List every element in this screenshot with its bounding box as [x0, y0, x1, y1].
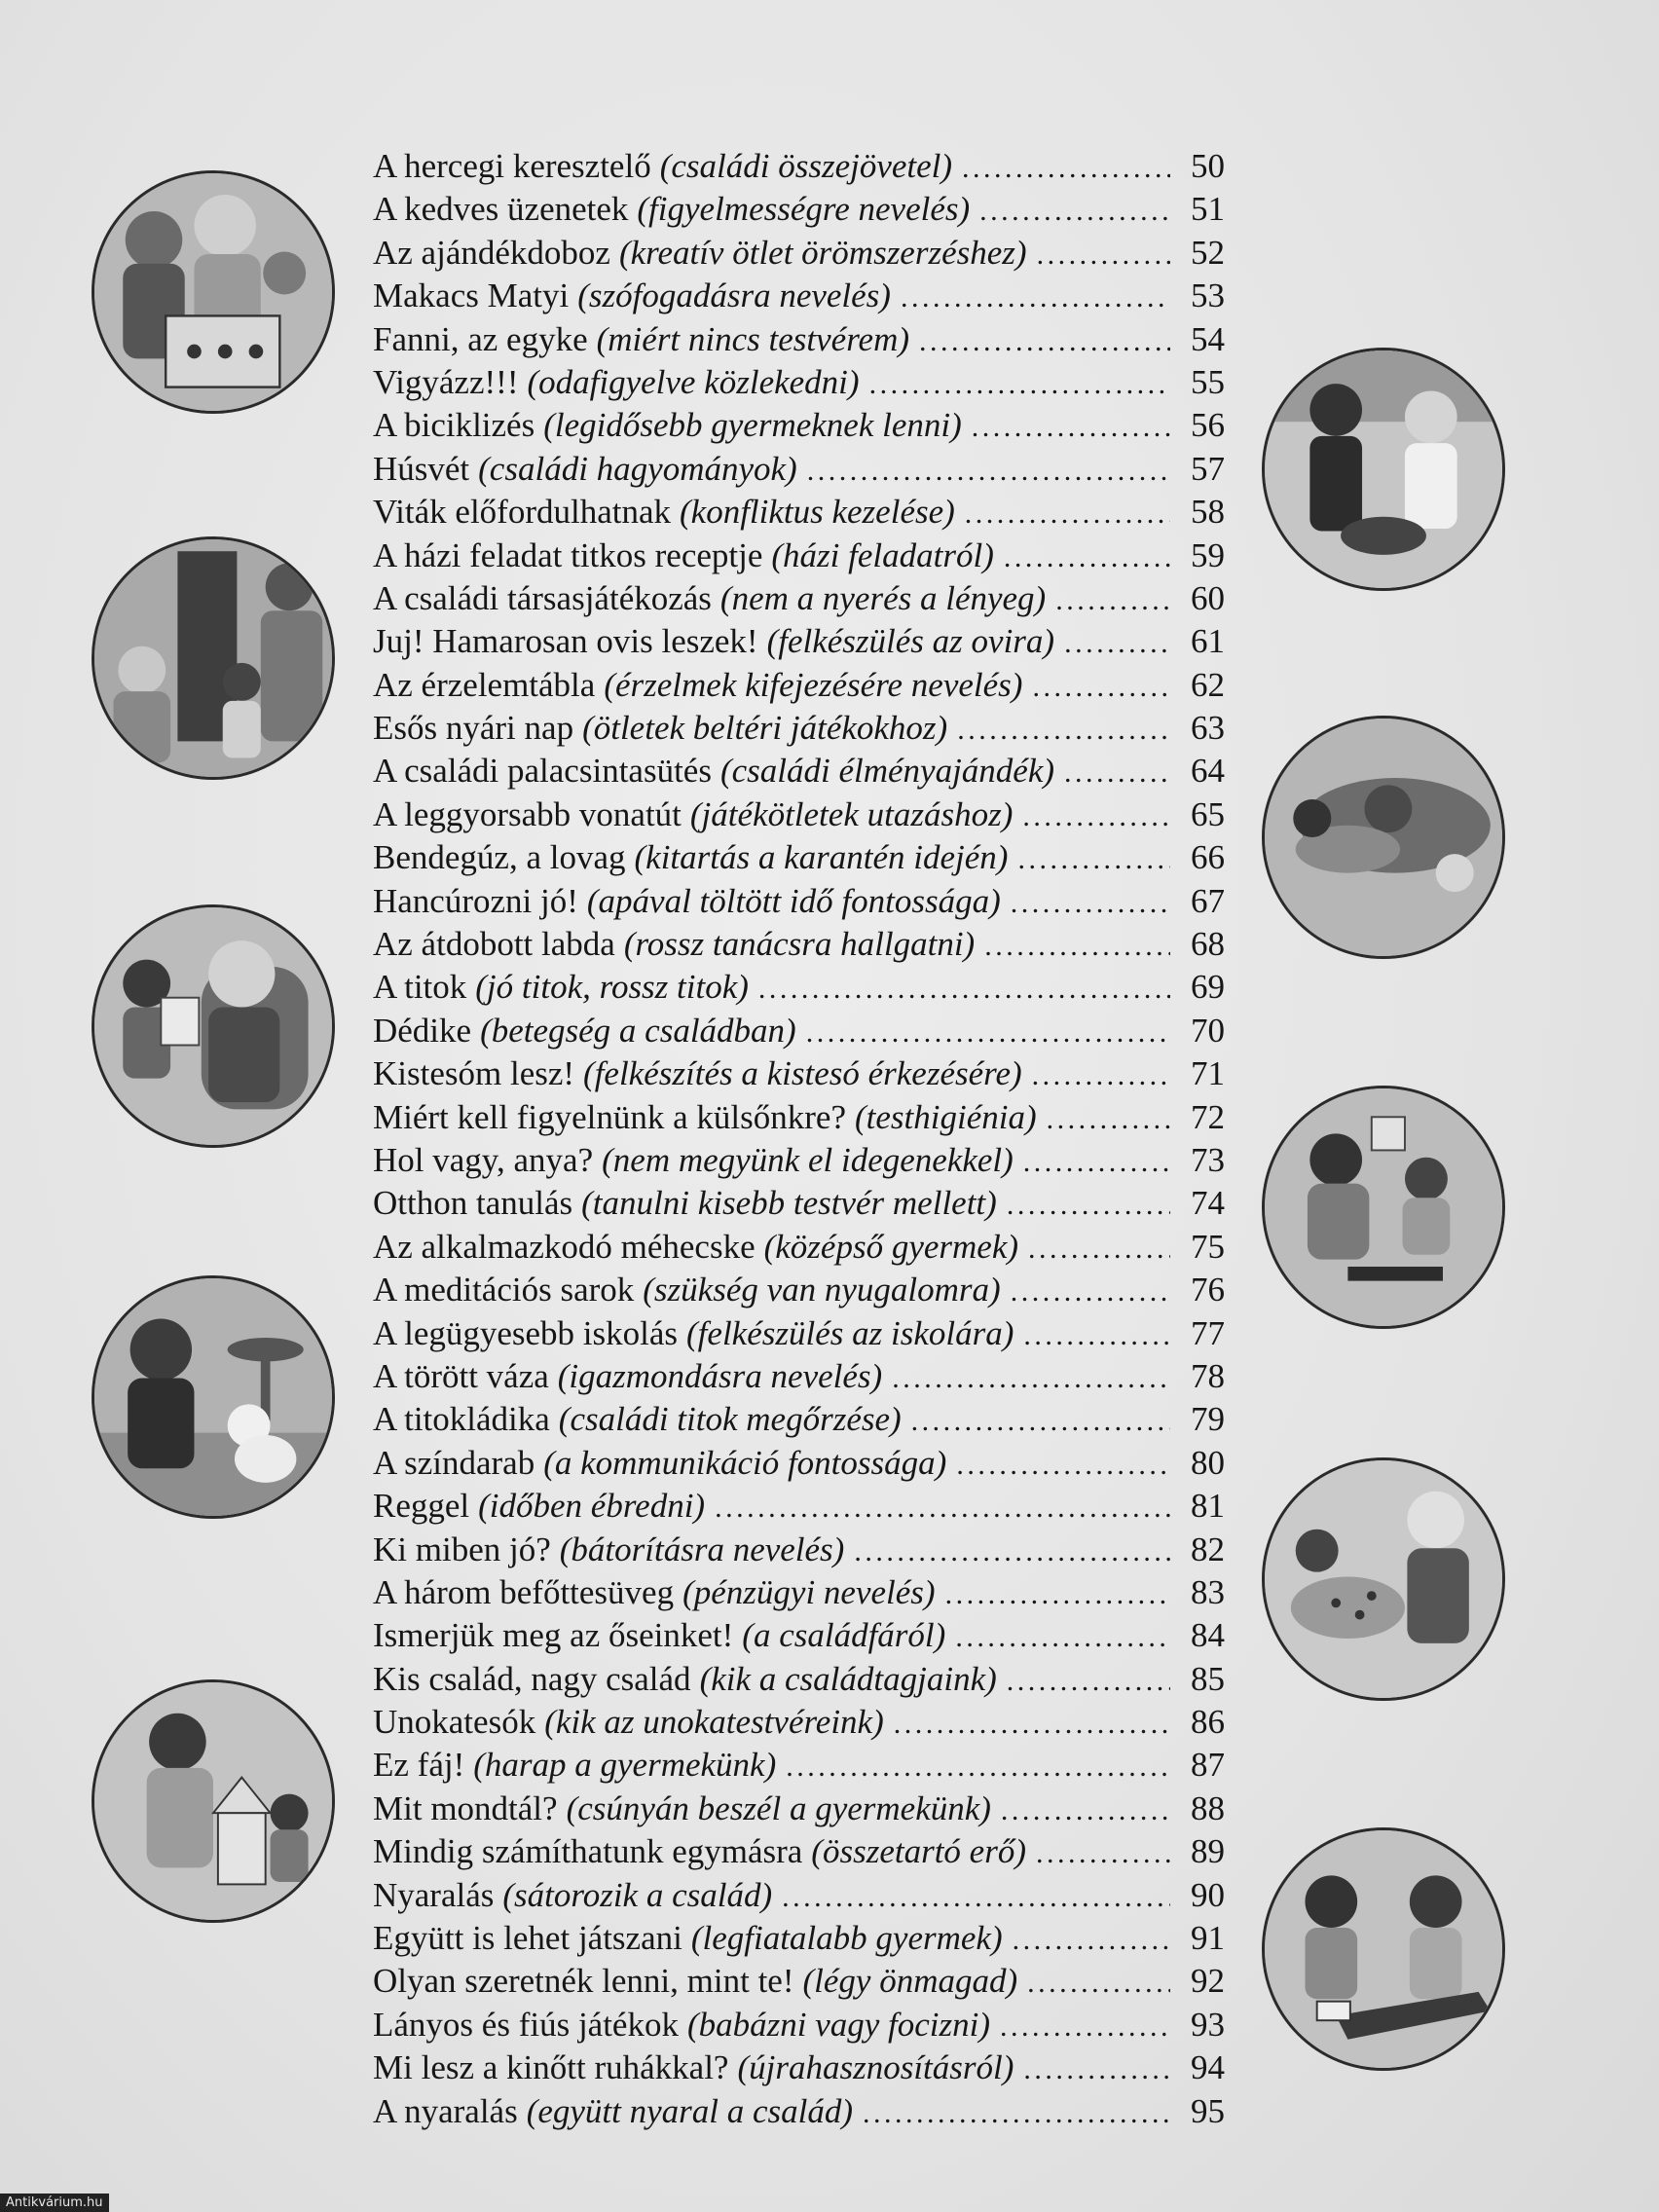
toc-entry — [373, 493, 1225, 535]
dot-leader — [1013, 1924, 1170, 1957]
toc-entry-subtitle: (apával töltött idő fontossága) — [586, 881, 1001, 920]
dot-leader — [782, 1881, 1170, 1914]
toc-entry-subtitle: (családi titok megőrzése) — [558, 1400, 902, 1439]
toc-entry-page: 62 — [1191, 665, 1225, 704]
toc-entry-subtitle: (legidősebb gyermeknek lenni) — [543, 406, 962, 445]
toc-entry-page: 53 — [1191, 276, 1225, 315]
toc-entry — [373, 536, 1225, 579]
mother-dollhouse-icon — [94, 1682, 332, 1920]
toc-entry-title: Együtt is lehet játszani — [373, 1919, 682, 1958]
toc-entry-title: A hercegi keresztelő — [373, 147, 651, 185]
toc-entry-subtitle: (rossz tanácsra hallgatni) — [623, 925, 976, 964]
toc-entry — [373, 1573, 1225, 1616]
toc-entry-title: A családi társasjátékozás — [373, 578, 712, 617]
toc-entry-title: A legügyesebb iskolás — [373, 1313, 679, 1352]
dot-leader — [962, 152, 1170, 185]
toc-entry-subtitle: (családi hagyományok) — [478, 449, 797, 488]
toc-entry-title: Fanni, az egyke — [373, 319, 588, 358]
dot-leader — [979, 195, 1170, 228]
toc-entry-title: Nyaralás — [373, 1875, 495, 1914]
toc-entry-subtitle: (a kommunikáció fontossága) — [543, 1443, 947, 1482]
toc-entry-title: A színdarab — [373, 1443, 535, 1482]
toc-entry — [373, 838, 1225, 881]
toc-entry-page: 71 — [1191, 1054, 1225, 1093]
dot-leader — [1037, 239, 1170, 272]
toc-entry — [373, 1012, 1225, 1054]
toc-entry — [373, 1919, 1225, 1962]
grandmother-reading-icon — [94, 907, 332, 1145]
toc-entry — [373, 666, 1225, 709]
toc-entry-title: Mit mondtál? — [373, 1788, 558, 1827]
toc-entry — [373, 450, 1225, 493]
toc-entry — [373, 1703, 1225, 1746]
dot-leader — [1055, 584, 1170, 617]
illustration-grandmother-reading — [92, 904, 335, 1148]
dot-leader — [919, 325, 1170, 358]
children-toy-cars-icon — [1265, 1830, 1502, 2068]
toc-entry-title: Az érzelemtábla — [373, 665, 596, 704]
toc-entry-page: 65 — [1191, 794, 1225, 833]
toc-entry-page: 87 — [1191, 1746, 1225, 1785]
toc-entry-subtitle: (időben ébredni) — [478, 1487, 706, 1526]
dot-leader — [955, 1621, 1170, 1654]
toc-entry-page: 51 — [1191, 190, 1225, 229]
illustration-mother-and-child — [1262, 1457, 1505, 1701]
toc-entry-subtitle: (csúnyán beszél a gyermekünk) — [566, 1788, 991, 1827]
toc-entry-page: 95 — [1191, 2091, 1225, 2130]
toc-entry — [373, 1487, 1225, 1530]
dot-leader — [911, 1405, 1170, 1438]
toc-entry-page: 52 — [1191, 233, 1225, 272]
dot-leader — [956, 1449, 1170, 1482]
toc-entry — [373, 190, 1225, 233]
toc-entry-subtitle: (legfiatalabb gyermek) — [690, 1919, 1003, 1958]
toc-entry-subtitle: (újrahasznosításról) — [737, 2048, 1014, 2087]
dot-leader — [715, 1492, 1170, 1525]
toc-entry-title: A családi palacsintasütés — [373, 752, 712, 791]
illustration-family-gift-box — [92, 170, 335, 414]
toc-entry — [373, 1314, 1225, 1357]
toc-entry-title: Hol vagy, anya? — [373, 1140, 594, 1179]
toc-entry-page: 74 — [1191, 1184, 1225, 1223]
dot-leader — [984, 930, 1170, 963]
dot-leader — [1023, 2053, 1170, 2086]
toc-entry-subtitle: (nem a nyerés a lényeg) — [719, 578, 1047, 617]
toc-entry-subtitle: (babázni vagy focizni) — [686, 2005, 991, 2044]
dot-leader — [1022, 800, 1170, 833]
toc-entry-page: 78 — [1191, 1356, 1225, 1395]
toc-entry-title: Ismerjük meg az őseinket! — [373, 1616, 734, 1655]
toc-entry-title: Makacs Matyi — [373, 276, 570, 315]
toc-entry-page: 75 — [1191, 1227, 1225, 1266]
toc-entry — [373, 1141, 1225, 1184]
toc-entry — [373, 968, 1225, 1011]
dot-leader — [869, 368, 1170, 401]
toc-entry-page: 60 — [1191, 578, 1225, 617]
toc-entry — [373, 363, 1225, 406]
dot-leader — [1027, 1967, 1170, 2000]
toc-entry — [373, 1228, 1225, 1271]
toc-entry-subtitle: (szükség van nyugalomra) — [643, 1271, 1001, 1309]
toc-entry — [373, 1962, 1225, 2005]
toc-entry-subtitle: (kitartás a karantén idején) — [634, 838, 1009, 877]
dot-leader — [863, 2097, 1170, 2130]
toc-entry — [373, 234, 1225, 276]
toc-entry-title: Unokatesók — [373, 1703, 536, 1742]
toc-entry — [373, 1184, 1225, 1227]
toc-entry-subtitle: (tanulni kisebb testvér mellett) — [581, 1184, 997, 1223]
illustration-boy-with-dog — [92, 1275, 335, 1519]
toc-entry — [373, 622, 1225, 665]
toc-entry — [373, 2006, 1225, 2048]
toc-entry-subtitle: (felkészülés az iskolára) — [686, 1313, 1014, 1352]
toc-entry-subtitle: (együtt nyaral a család) — [526, 2091, 854, 2130]
dot-leader — [1036, 1837, 1170, 1870]
toc-entry-title: Mi lesz a kinőtt ruhákkal? — [373, 2048, 729, 2087]
toc-entry-page: 59 — [1191, 535, 1225, 574]
illustration-family-doorway — [92, 536, 335, 780]
toc-entry-title: Kis család, nagy család — [373, 1659, 691, 1698]
dot-leader — [1007, 1189, 1170, 1222]
dot-leader — [901, 281, 1170, 314]
dot-leader — [1001, 1794, 1170, 1827]
toc-entry — [373, 925, 1225, 968]
toc-entry-page: 91 — [1191, 1919, 1225, 1958]
toc-entry-subtitle: (középső gyermek) — [763, 1227, 1019, 1266]
toc-entry — [373, 1271, 1225, 1313]
toc-entry-subtitle: (játékötletek utazáshoz) — [689, 794, 1014, 833]
dot-leader — [892, 1362, 1170, 1395]
toc-entry-title: Olyan szeretnék lenni, mint te! — [373, 1962, 794, 2001]
toc-entry-subtitle: (érzelmek kifejezésére nevelés) — [604, 665, 1023, 704]
toc-entry-subtitle: (odafigyelve közlekedni) — [527, 362, 860, 401]
toc-entry-page: 72 — [1191, 1097, 1225, 1136]
table-of-contents — [373, 147, 1225, 2135]
toc-entry-page: 79 — [1191, 1400, 1225, 1439]
toc-entry-title: Hancúrozni jó! — [373, 881, 578, 920]
toc-entry-title: Reggel — [373, 1487, 470, 1526]
dot-leader — [758, 973, 1170, 1006]
toc-entry-page: 58 — [1191, 493, 1225, 532]
toc-entry-page: 94 — [1191, 2048, 1225, 2087]
toc-entry-title: Kistesóm lesz! — [373, 1054, 575, 1093]
toc-entry — [373, 1832, 1225, 1875]
toc-entry-subtitle: (pénzügyi nevelés) — [682, 1572, 936, 1611]
toc-entry-title: A törött váza — [373, 1356, 549, 1395]
illustration-children-toy-cars — [1262, 1827, 1505, 2071]
toc-entry-subtitle: (kik a családtagjaink) — [699, 1659, 997, 1698]
toc-entry-page: 50 — [1191, 147, 1225, 185]
toc-entry-page: 57 — [1191, 449, 1225, 488]
toc-entry-subtitle: (összetartó erő) — [811, 1832, 1026, 1871]
boy-with-dog-icon — [94, 1278, 332, 1516]
toc-entry-page: 56 — [1191, 406, 1225, 445]
dot-leader — [1023, 1319, 1170, 1352]
dot-leader — [972, 411, 1170, 444]
dot-leader — [965, 498, 1170, 531]
toc-entry — [373, 882, 1225, 925]
toc-entry-subtitle: (felkészítés a kistesó érkezésére) — [583, 1054, 1022, 1093]
mother-and-child-icon — [1265, 1460, 1502, 1698]
toc-entry-page: 85 — [1191, 1659, 1225, 1698]
family-gift-box-icon — [94, 173, 332, 411]
dot-leader — [1064, 756, 1170, 790]
toc-entry-page: 61 — [1191, 622, 1225, 661]
toc-entry-subtitle: (betegség a családban) — [480, 1011, 796, 1050]
toc-entry — [373, 1054, 1225, 1097]
dot-leader — [1032, 671, 1170, 704]
toc-entry — [373, 1530, 1225, 1573]
toc-entry-page: 90 — [1191, 1875, 1225, 1914]
toc-entry-title: A titok — [373, 968, 467, 1007]
toc-entry-subtitle: (nem megyünk el idegenekkel) — [602, 1140, 1014, 1179]
two-children-icon — [1265, 350, 1502, 588]
toc-entry-page: 70 — [1191, 1011, 1225, 1050]
dot-leader — [945, 1578, 1170, 1611]
dot-leader — [1011, 887, 1170, 920]
toc-entry-title: Ez fáj! — [373, 1746, 465, 1785]
toc-entry-subtitle: (konfliktus kezelése) — [680, 493, 955, 532]
toc-entry-title: A titokládika — [373, 1400, 550, 1439]
toc-entry-title: Mindig számíthatunk egymásra — [373, 1832, 803, 1871]
toc-entry — [373, 320, 1225, 363]
toc-entry-subtitle: (sátorozik a család) — [502, 1875, 773, 1914]
toc-entry-title: Az ajándékdoboz — [373, 233, 610, 272]
toc-entry-subtitle: (miért nincs testvérem) — [596, 319, 909, 358]
illustration-meditation-corner — [1262, 1086, 1505, 1329]
toc-entry-title: A nyaralás — [373, 2091, 518, 2130]
toc-entry-subtitle: (kreatív ötlet örömszerzéshez) — [618, 233, 1027, 272]
toc-entry — [373, 795, 1225, 838]
dot-leader — [786, 1751, 1170, 1784]
toc-entry-title: Húsvét — [373, 449, 470, 488]
dot-leader — [854, 1535, 1170, 1568]
toc-entry-title: Dédike — [373, 1011, 472, 1050]
dot-leader — [1011, 1275, 1170, 1309]
illustration-father-playing — [1262, 716, 1505, 959]
toc-entry-page: 88 — [1191, 1788, 1225, 1827]
illustration-mother-dollhouse — [92, 1679, 335, 1923]
toc-entry — [373, 1876, 1225, 1919]
toc-entry-page: 64 — [1191, 752, 1225, 791]
toc-entry — [373, 1746, 1225, 1788]
dot-leader — [806, 1016, 1170, 1050]
toc-entry — [373, 1789, 1225, 1832]
toc-entry-page: 76 — [1191, 1271, 1225, 1309]
dot-leader — [1023, 1146, 1170, 1179]
toc-entry-subtitle: (családi élményajándék) — [719, 752, 1055, 791]
father-playing-icon — [1265, 719, 1502, 956]
toc-entry-page: 83 — [1191, 1572, 1225, 1611]
toc-entry-title: A biciklizés — [373, 406, 535, 445]
toc-entry-subtitle: (kik az unokatestvéreink) — [544, 1703, 884, 1742]
dot-leader — [1064, 627, 1170, 660]
toc-entry — [373, 1444, 1225, 1487]
toc-entry-subtitle: (szófogadásra nevelés) — [577, 276, 891, 315]
toc-entry — [373, 709, 1225, 752]
toc-entry-subtitle: (figyelmességre nevelés) — [637, 190, 971, 229]
toc-entry-page: 84 — [1191, 1616, 1225, 1655]
dot-leader — [807, 455, 1170, 488]
toc-entry-page: 55 — [1191, 362, 1225, 401]
toc-entry-title: Az alkalmazkodó méhecske — [373, 1227, 756, 1266]
toc-entry-title: Miért kell figyelnünk a külsőnkre? — [373, 1097, 846, 1136]
toc-entry — [373, 752, 1225, 794]
toc-entry-title: Viták előfordulhatnak — [373, 493, 671, 532]
toc-entry — [373, 147, 1225, 190]
dot-leader — [1017, 843, 1170, 876]
toc-entry-subtitle: (jó titok, rossz titok) — [475, 968, 749, 1007]
toc-entry — [373, 1660, 1225, 1703]
illustration-two-children — [1262, 348, 1505, 591]
toc-entry-subtitle: (ötletek beltéri játékokhoz) — [582, 709, 948, 748]
toc-entry-title: A meditációs sarok — [373, 1271, 635, 1309]
toc-entry-title: Juj! Hamarosan ovis leszek! — [373, 622, 758, 661]
toc-entry-title: Az átdobott labda — [373, 925, 615, 964]
family-doorway-icon — [94, 539, 332, 777]
toc-entry-subtitle: (harap a gyermekünk) — [473, 1746, 777, 1785]
toc-entry-subtitle: (házi feladatról) — [771, 535, 994, 574]
toc-entry — [373, 2092, 1225, 2135]
toc-entry-subtitle: (felkészülés az ovira) — [766, 622, 1055, 661]
toc-entry-subtitle: (bátorításra nevelés) — [559, 1530, 845, 1568]
dot-leader — [894, 1708, 1170, 1741]
dot-leader — [1028, 1233, 1170, 1266]
toc-entry-page: 82 — [1191, 1530, 1225, 1568]
toc-entry-title: Ki miben jó? — [373, 1530, 551, 1568]
dot-leader — [1032, 1059, 1170, 1092]
toc-entry-page: 86 — [1191, 1703, 1225, 1742]
toc-entry — [373, 579, 1225, 622]
toc-entry — [373, 1098, 1225, 1141]
toc-entry-page: 67 — [1191, 881, 1225, 920]
toc-entry-title: Bendegúz, a lovag — [373, 838, 626, 877]
toc-entry-page: 77 — [1191, 1313, 1225, 1352]
toc-entry — [373, 406, 1225, 449]
toc-entry-page: 92 — [1191, 1962, 1225, 2001]
toc-entry-subtitle: (testhigiénia) — [854, 1097, 1037, 1136]
toc-entry-title: Otthon tanulás — [373, 1184, 573, 1223]
toc-entry-page: 81 — [1191, 1487, 1225, 1526]
toc-entry-title: A három befőttesüveg — [373, 1572, 675, 1611]
toc-entry-subtitle: (a családfáról) — [742, 1616, 946, 1655]
toc-entry-page: 68 — [1191, 925, 1225, 964]
toc-entry — [373, 2048, 1225, 2091]
dot-leader — [1004, 541, 1170, 574]
toc-entry-subtitle: (légy önmagad) — [802, 1962, 1018, 2001]
watermark: Antikvárium.hu — [0, 2194, 109, 2212]
toc-entry — [373, 1616, 1225, 1659]
toc-entry-title: A kedves üzenetek — [373, 190, 629, 229]
toc-entry-page: 54 — [1191, 319, 1225, 358]
toc-entry-page: 69 — [1191, 968, 1225, 1007]
toc-entry-title: Vigyázz!!! — [373, 362, 519, 401]
toc-entry-title: A házi feladat titkos receptje — [373, 535, 763, 574]
toc-entry-page: 73 — [1191, 1140, 1225, 1179]
toc-entry-title: Esős nyári nap — [373, 709, 574, 748]
toc-entry — [373, 1357, 1225, 1400]
toc-entry-subtitle: (igazmondásra nevelés) — [557, 1356, 883, 1395]
dot-leader — [1000, 2010, 1170, 2044]
dot-leader — [957, 714, 1170, 747]
toc-entry-page: 63 — [1191, 709, 1225, 748]
toc-entry-page: 93 — [1191, 2005, 1225, 2044]
dot-leader — [1047, 1103, 1170, 1136]
toc-entry-page: 89 — [1191, 1832, 1225, 1871]
toc-entry-page: 66 — [1191, 838, 1225, 877]
toc-entry — [373, 1400, 1225, 1443]
toc-entry-title: A leggyorsabb vonatút — [373, 794, 682, 833]
toc-entry — [373, 276, 1225, 319]
toc-entry-page: 80 — [1191, 1443, 1225, 1482]
toc-entry-title: Lányos és fiús játékok — [373, 2005, 679, 2044]
meditation-corner-icon — [1265, 1088, 1502, 1326]
dot-leader — [1007, 1665, 1170, 1698]
toc-entry-subtitle: (családi összejövetel) — [659, 147, 953, 185]
